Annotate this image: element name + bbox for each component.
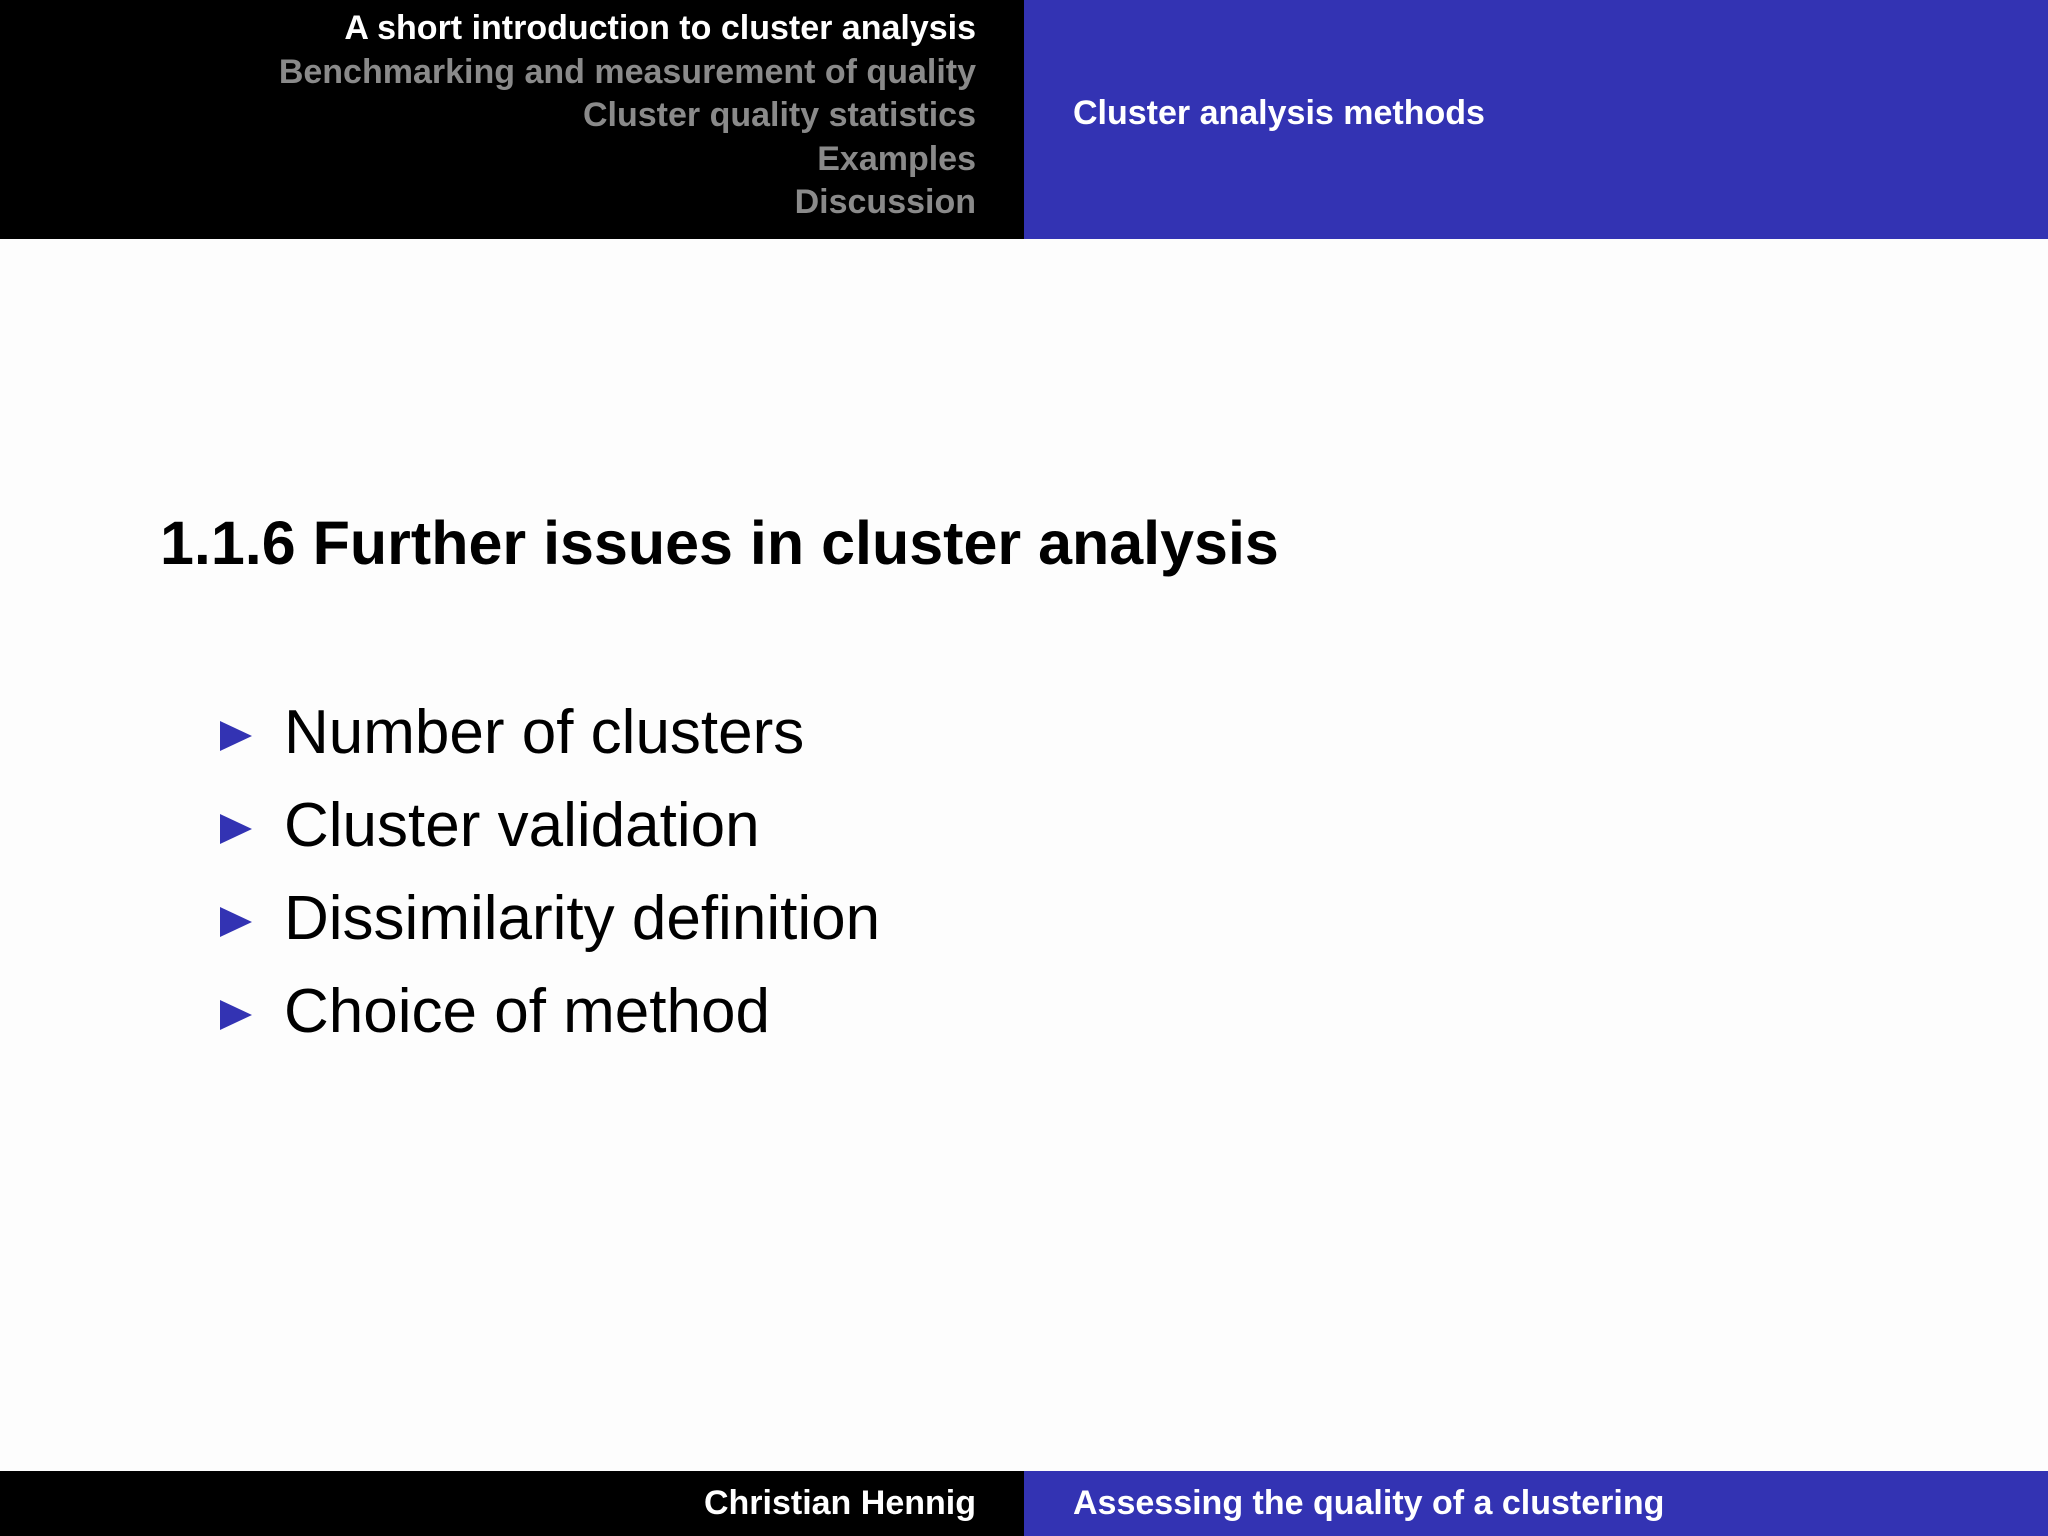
header-subsection-panel (1024, 0, 2048, 239)
section-nav-item-quality-statistics[interactable]: Cluster quality statistics (582, 96, 976, 135)
footer-presentation-title: Assessing the quality of a clustering (1073, 1484, 1665, 1522)
header-section-panel (0, 0, 1024, 239)
section-navigation (279, 7, 976, 225)
section-nav-item-examples[interactable]: Examples (817, 139, 976, 178)
bullet-text: Cluster validation (284, 791, 760, 860)
frame-title: 1.1.6 Further issues in cluster analysis (160, 509, 1279, 577)
triangle-right-icon (220, 719, 252, 753)
footer-author: Christian Hennig (703, 1484, 976, 1522)
header (0, 0, 2048, 239)
bullet-text: Number of clusters (284, 698, 805, 767)
footer-author-panel (0, 1471, 1024, 1536)
section-nav-item-benchmarking[interactable]: Benchmarking and measurement of quality (278, 52, 976, 91)
section-nav-item-introduction[interactable]: A short introduction to cluster analysis (344, 9, 976, 47)
triangle-right-icon (220, 812, 252, 846)
bullet-text: Choice of method (284, 977, 770, 1046)
footer (0, 1471, 2048, 1536)
triangle-right-icon (220, 905, 252, 939)
section-nav-item-discussion[interactable]: Discussion (794, 183, 976, 222)
bullet-text: Dissimilarity definition (284, 884, 881, 953)
subsection-nav-item[interactable]: Cluster analysis methods (1073, 94, 1485, 132)
triangle-right-icon (220, 998, 252, 1032)
footer-title-panel (1024, 1471, 2048, 1536)
